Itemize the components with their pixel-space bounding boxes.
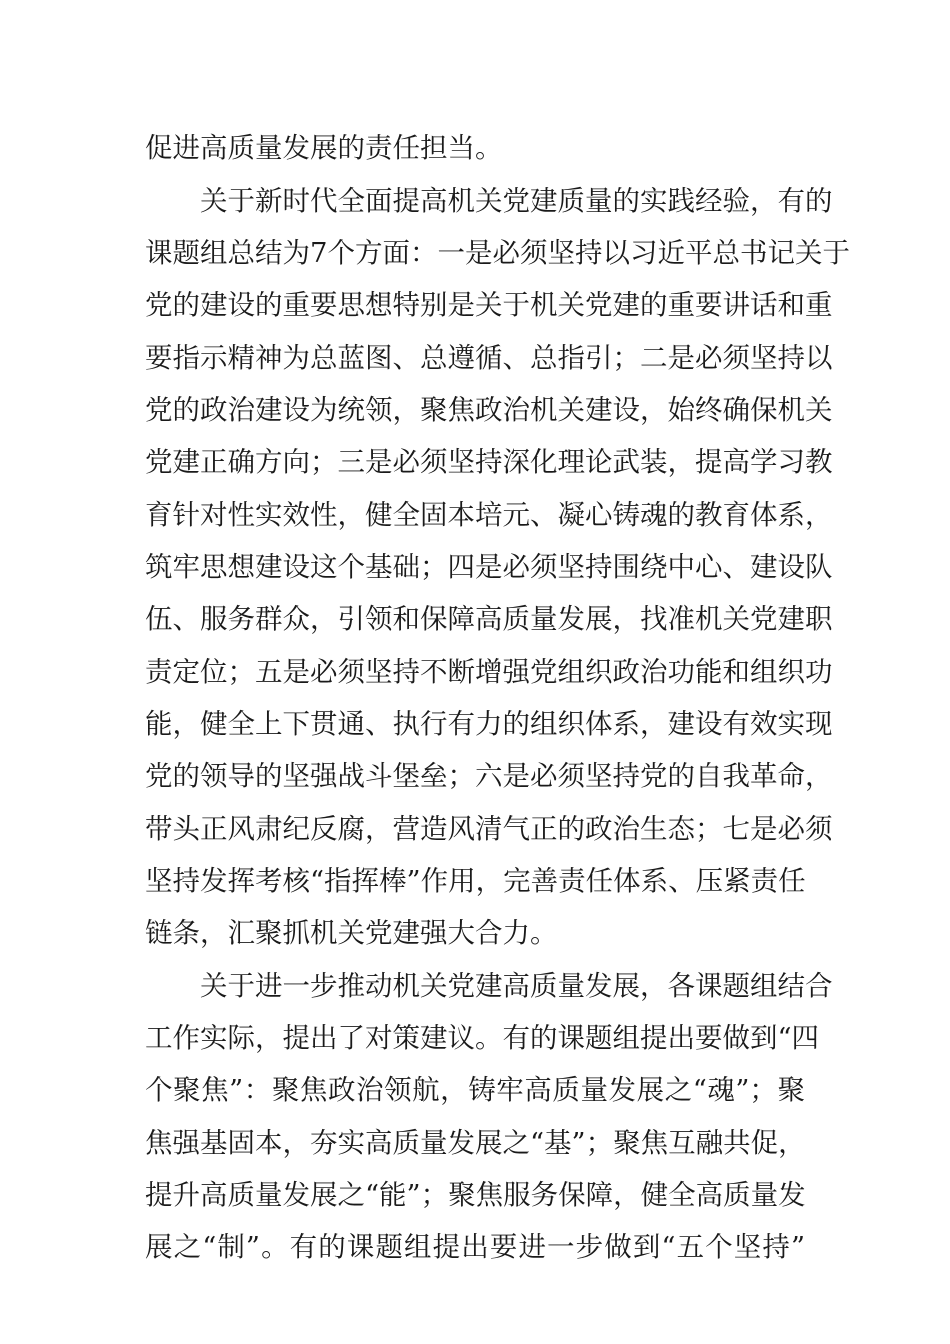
text-line: 党建正确方向；三是必须坚持深化理论武装，提高学习教 [145, 446, 833, 478]
text-line: 责定位；五是必须坚持不断增强党组织政治功能和组织功 [145, 656, 833, 688]
text-line: 坚持发挥考核“指挥棒”作用，完善责任体系、压紧责任 [145, 865, 806, 897]
text-line: 党的领导的坚强战斗堡垒；六是必须坚持党的自我革命， [145, 760, 833, 792]
text-line: 育针对性实效性，健全固本培元、凝心铸魂的教育体系， [145, 499, 833, 531]
text-line: 党的建设的重要思想特别是关于机关党建的重要讲话和重 [145, 289, 833, 321]
text-line: 课题组总结为7个方面：一是必须坚持以习近平总书记关于 [145, 237, 850, 269]
text-line: 促进高质量发展的责任担当。 [145, 132, 503, 164]
text-line: 焦强基固本，夯实高质量发展之“基”；聚焦互融共促， [145, 1127, 806, 1159]
text-line: 工作实际，提出了对策建议。有的课题组提出要做到“四 [145, 1022, 820, 1054]
text-line: 个聚焦”：聚焦政治领航，铸牢高质量发展之“魂”；聚 [145, 1074, 805, 1106]
text-line: 链条，汇聚抓机关党建强大合力。 [145, 917, 558, 949]
text-line: 能，健全上下贯通、执行有力的组织体系，建设有效实现 [145, 708, 833, 740]
text-line: 筑牢思想建设这个基础；四是必须坚持围绕中心、建设队 [145, 551, 833, 583]
text-line: 提升高质量发展之“能”；聚焦服务保障，健全高质量发 [145, 1179, 806, 1211]
text-line: 党的政治建设为统领，聚焦政治机关建设，始终确保机关 [145, 394, 833, 426]
paragraph-first-line: 关于进一步推动机关党建高质量发展，各课题组结合 [200, 970, 833, 1002]
paragraph-first-line: 关于新时代全面提高机关党建质量的实践经验，有的 [200, 185, 833, 217]
text-line: 带头正风肃纪反腐，营造风清气正的政治生态；七是必须 [145, 813, 833, 845]
text-line: 展之“制”。有的课题组提出要进一步做到“五个坚持” [145, 1231, 805, 1263]
text-line: 要指示精神为总蓝图、总遵循、总指引；二是必须坚持以 [145, 342, 833, 374]
text-line: 伍、服务群众，引领和保障高质量发展，找准机关党建职 [145, 603, 833, 635]
